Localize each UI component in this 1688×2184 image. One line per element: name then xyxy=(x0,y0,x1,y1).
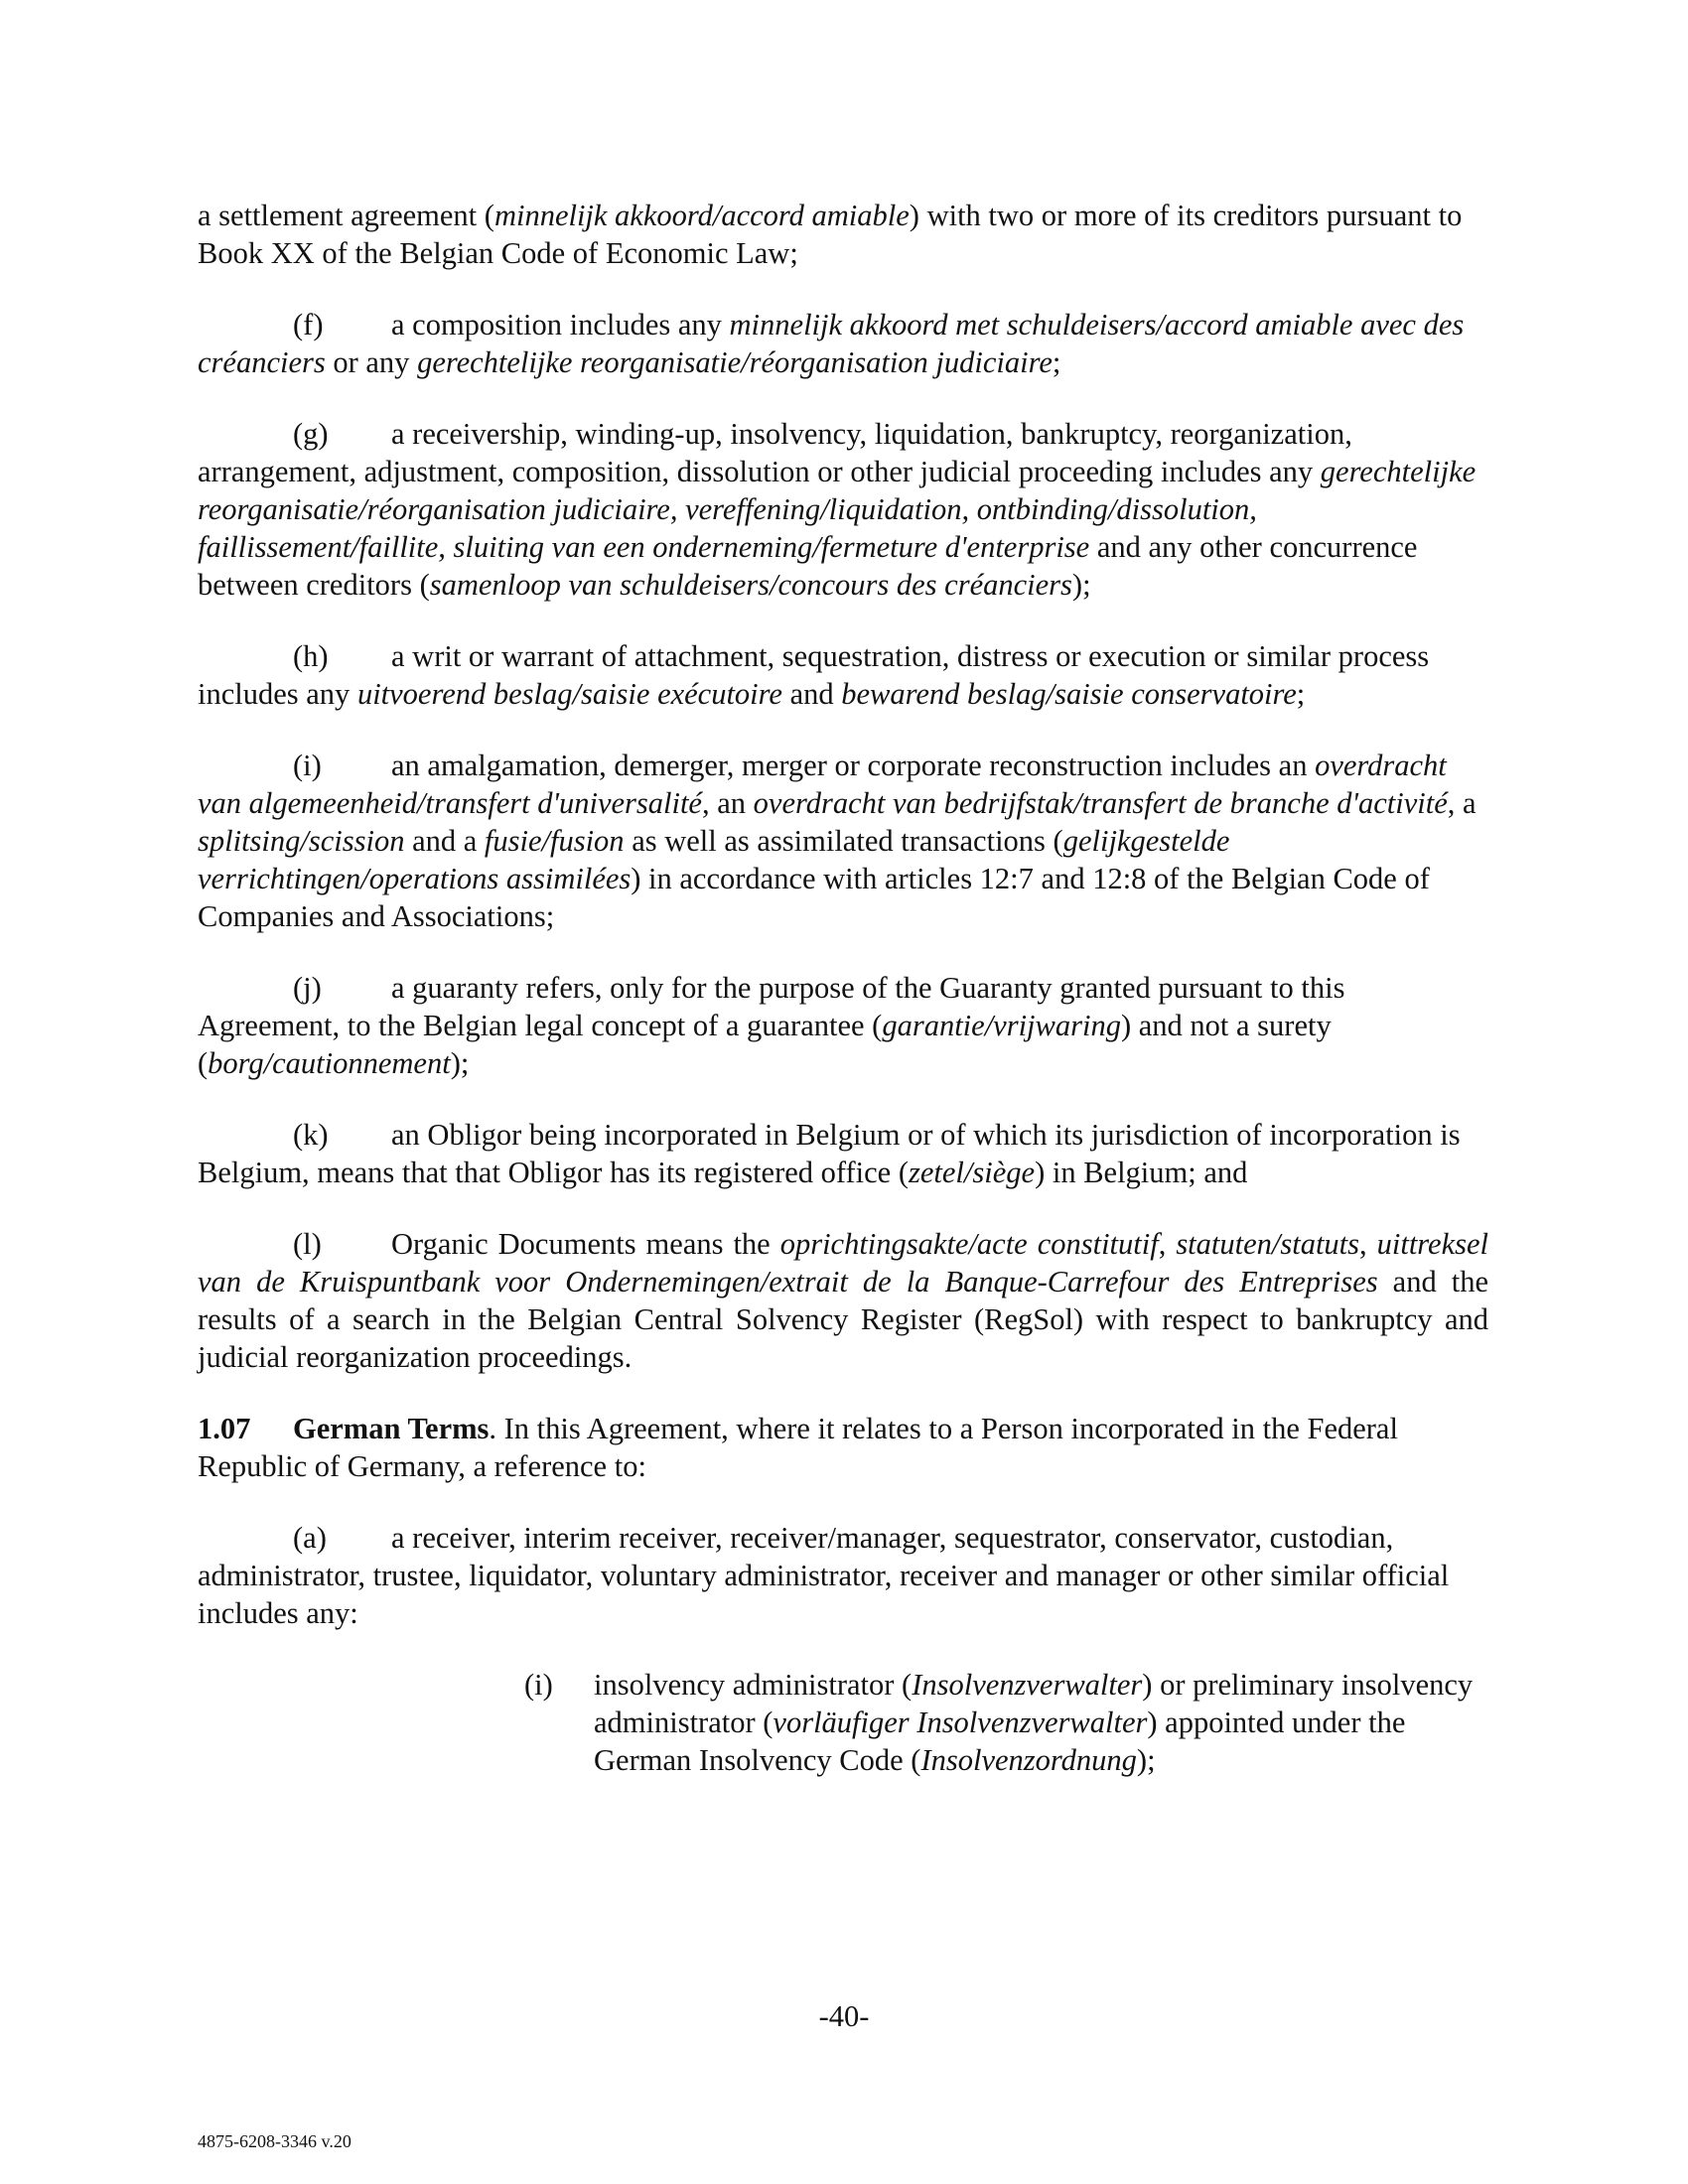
italic-term: vorläufiger Insolvenzverwalter xyxy=(773,1706,1148,1739)
italic-term: fusie/fusion xyxy=(484,824,625,858)
italic-term: gelijkgestelde verrichtingen/operations assimilées xyxy=(198,824,1230,895)
paragraph-settlement xyxy=(198,197,1488,272)
text: a settlement agreement ( xyxy=(198,199,494,232)
italic-term: overdracht van bedrijfstak/transfert de branche d'activité xyxy=(753,786,1448,820)
italic-term: minnelijk akkoord/accord amiable xyxy=(493,199,910,232)
text: as well as assimilated transactions ( xyxy=(624,824,1063,858)
text: ) or preliminary insolvency administrator ( xyxy=(594,1668,1474,1739)
paragraph-k xyxy=(198,1116,1488,1191)
section-1-07 xyxy=(198,1410,1488,1485)
text: ; xyxy=(1296,677,1306,711)
paragraph-l xyxy=(198,1225,1488,1376)
text: and a xyxy=(404,824,485,858)
text: ) and not a surety ( xyxy=(198,1009,1332,1080)
item-label: (a) xyxy=(293,1521,327,1555)
text: and xyxy=(781,677,842,711)
paragraph-a xyxy=(198,1519,1488,1632)
italic-term: gerechtelijke reorganisatie/réorganisation judiciaire, vereffening/liquidation, ontbinding/dissolution, faillissement/faillite, sluiting van een onderneming/fermeture d'enterprise xyxy=(198,455,1477,564)
italic-term: statuten/statuts xyxy=(1176,1227,1360,1261)
text: an Obligor being incorporated in Belgium or of which its jurisdiction of incorporation is Belgium, means that that Obligor has its registered office ( xyxy=(198,1118,1461,1189)
paragraph-g xyxy=(198,415,1488,604)
text: a writ or warrant of attachment, sequestration, distress or execution or similar process includes any xyxy=(198,639,1430,711)
italic-term: overdracht van algemeenheid/transfert d'universalité xyxy=(198,749,1447,820)
text: , a xyxy=(1447,786,1477,820)
paragraph-j xyxy=(198,969,1488,1082)
italic-term: minnelijk akkoord met schuldeisers/accord amiable avec des créanciers xyxy=(198,308,1465,379)
italic-term: gerechtelijke reorganisatie/réorganisation judiciaire xyxy=(417,345,1053,379)
text: , an xyxy=(701,786,754,820)
text: and any other concurrence between creditors ( xyxy=(198,530,1418,602)
item-label: (h) xyxy=(293,639,329,673)
paragraph-i xyxy=(198,747,1488,935)
text: and the results of a search in the Belgian Central Solvency Register (RegSol) with respect to bankruptcy and judicial reorganization proceedings. xyxy=(198,1265,1488,1374)
italic-term: bewarend beslag/saisie conservatoire xyxy=(841,677,1297,711)
page-number: -40- xyxy=(818,1999,870,2033)
text: an amalgamation, demerger, merger or corporate reconstruction includes an xyxy=(391,749,1316,782)
item-label: (g) xyxy=(293,417,329,451)
italic-term: borg/cautionnement xyxy=(208,1046,451,1080)
item-label: (l) xyxy=(293,1227,322,1261)
italic-term: uittreksel van de Kruispuntbank voor Ondernemingen/extrait de la Banque-Carrefour des Entreprises xyxy=(198,1227,1489,1298)
italic-term: oprichtingsakte/acte constitutif xyxy=(779,1227,1159,1261)
text: a receivership, winding-up, insolvency, liquidation, bankruptcy, reorganization, arrangement, adjustment, composition, dissolution or other judicial proceeding includes any xyxy=(198,417,1352,488)
text: ) in Belgium; and xyxy=(1035,1156,1248,1189)
text: or any xyxy=(325,345,418,379)
text: ) in accordance with articles 12:7 and 12:8 of the Belgian Code of Companies and Associations; xyxy=(198,862,1430,933)
italic-term: Insolvenzordnung xyxy=(920,1743,1137,1777)
item-label: (k) xyxy=(293,1118,329,1152)
text: , xyxy=(1359,1227,1377,1261)
item-label: (i) xyxy=(293,749,322,782)
text: a guaranty refers, only for the purpose of the Guaranty granted pursuant to this Agreement, to the Belgian legal concept of a guarantee ( xyxy=(198,971,1345,1042)
text: ) with two or more of its creditors pursuant to Book XX of the Belgian Code of Economic Law; xyxy=(198,199,1463,270)
text: , xyxy=(1158,1227,1177,1261)
text: ; xyxy=(1052,345,1061,379)
italic-term: samenloop van schuldeisers/concours des créanciers xyxy=(429,568,1072,602)
text: insolvency administrator ( xyxy=(594,1668,913,1702)
document-page xyxy=(198,197,1488,1779)
item-label: (f) xyxy=(293,308,324,341)
section-heading: German Terms xyxy=(293,1412,490,1445)
text: ); xyxy=(450,1046,470,1080)
text: . In this Agreement, where it relates to a Person incorporated in the Federal Republic of Germany, a reference to: xyxy=(198,1412,1398,1483)
text: ); xyxy=(1071,568,1091,602)
section-number: 1.07 xyxy=(198,1412,251,1445)
italic-term: garantie/vrijwaring xyxy=(882,1009,1121,1042)
italic-term: Insolvenzverwalter xyxy=(912,1668,1143,1702)
item-label: (i) xyxy=(524,1668,553,1702)
paragraph-f xyxy=(198,306,1488,381)
item-label: (j) xyxy=(293,971,322,1005)
subparagraph-a-i xyxy=(524,1666,1488,1779)
document-id: 4875-6208-3346 v.20 xyxy=(198,2131,352,2151)
italic-term: zetel/siège xyxy=(909,1156,1036,1189)
text: Organic Documents means the xyxy=(391,1227,780,1261)
italic-term: splitsing/scission xyxy=(198,824,405,858)
text: ); xyxy=(1136,1743,1156,1777)
text: ) appointed under the German Insolvency Code ( xyxy=(594,1706,1406,1777)
paragraph-h xyxy=(198,637,1488,713)
text: a receiver, interim receiver, receiver/manager, sequestrator, conservator, custodian, administrator, trustee, liquidator, voluntary administrator, receiver and manager or other similar official includes any: xyxy=(198,1521,1450,1630)
text: a composition includes any xyxy=(391,308,730,341)
italic-term: uitvoerend beslag/saisie exécutoire xyxy=(356,677,782,711)
